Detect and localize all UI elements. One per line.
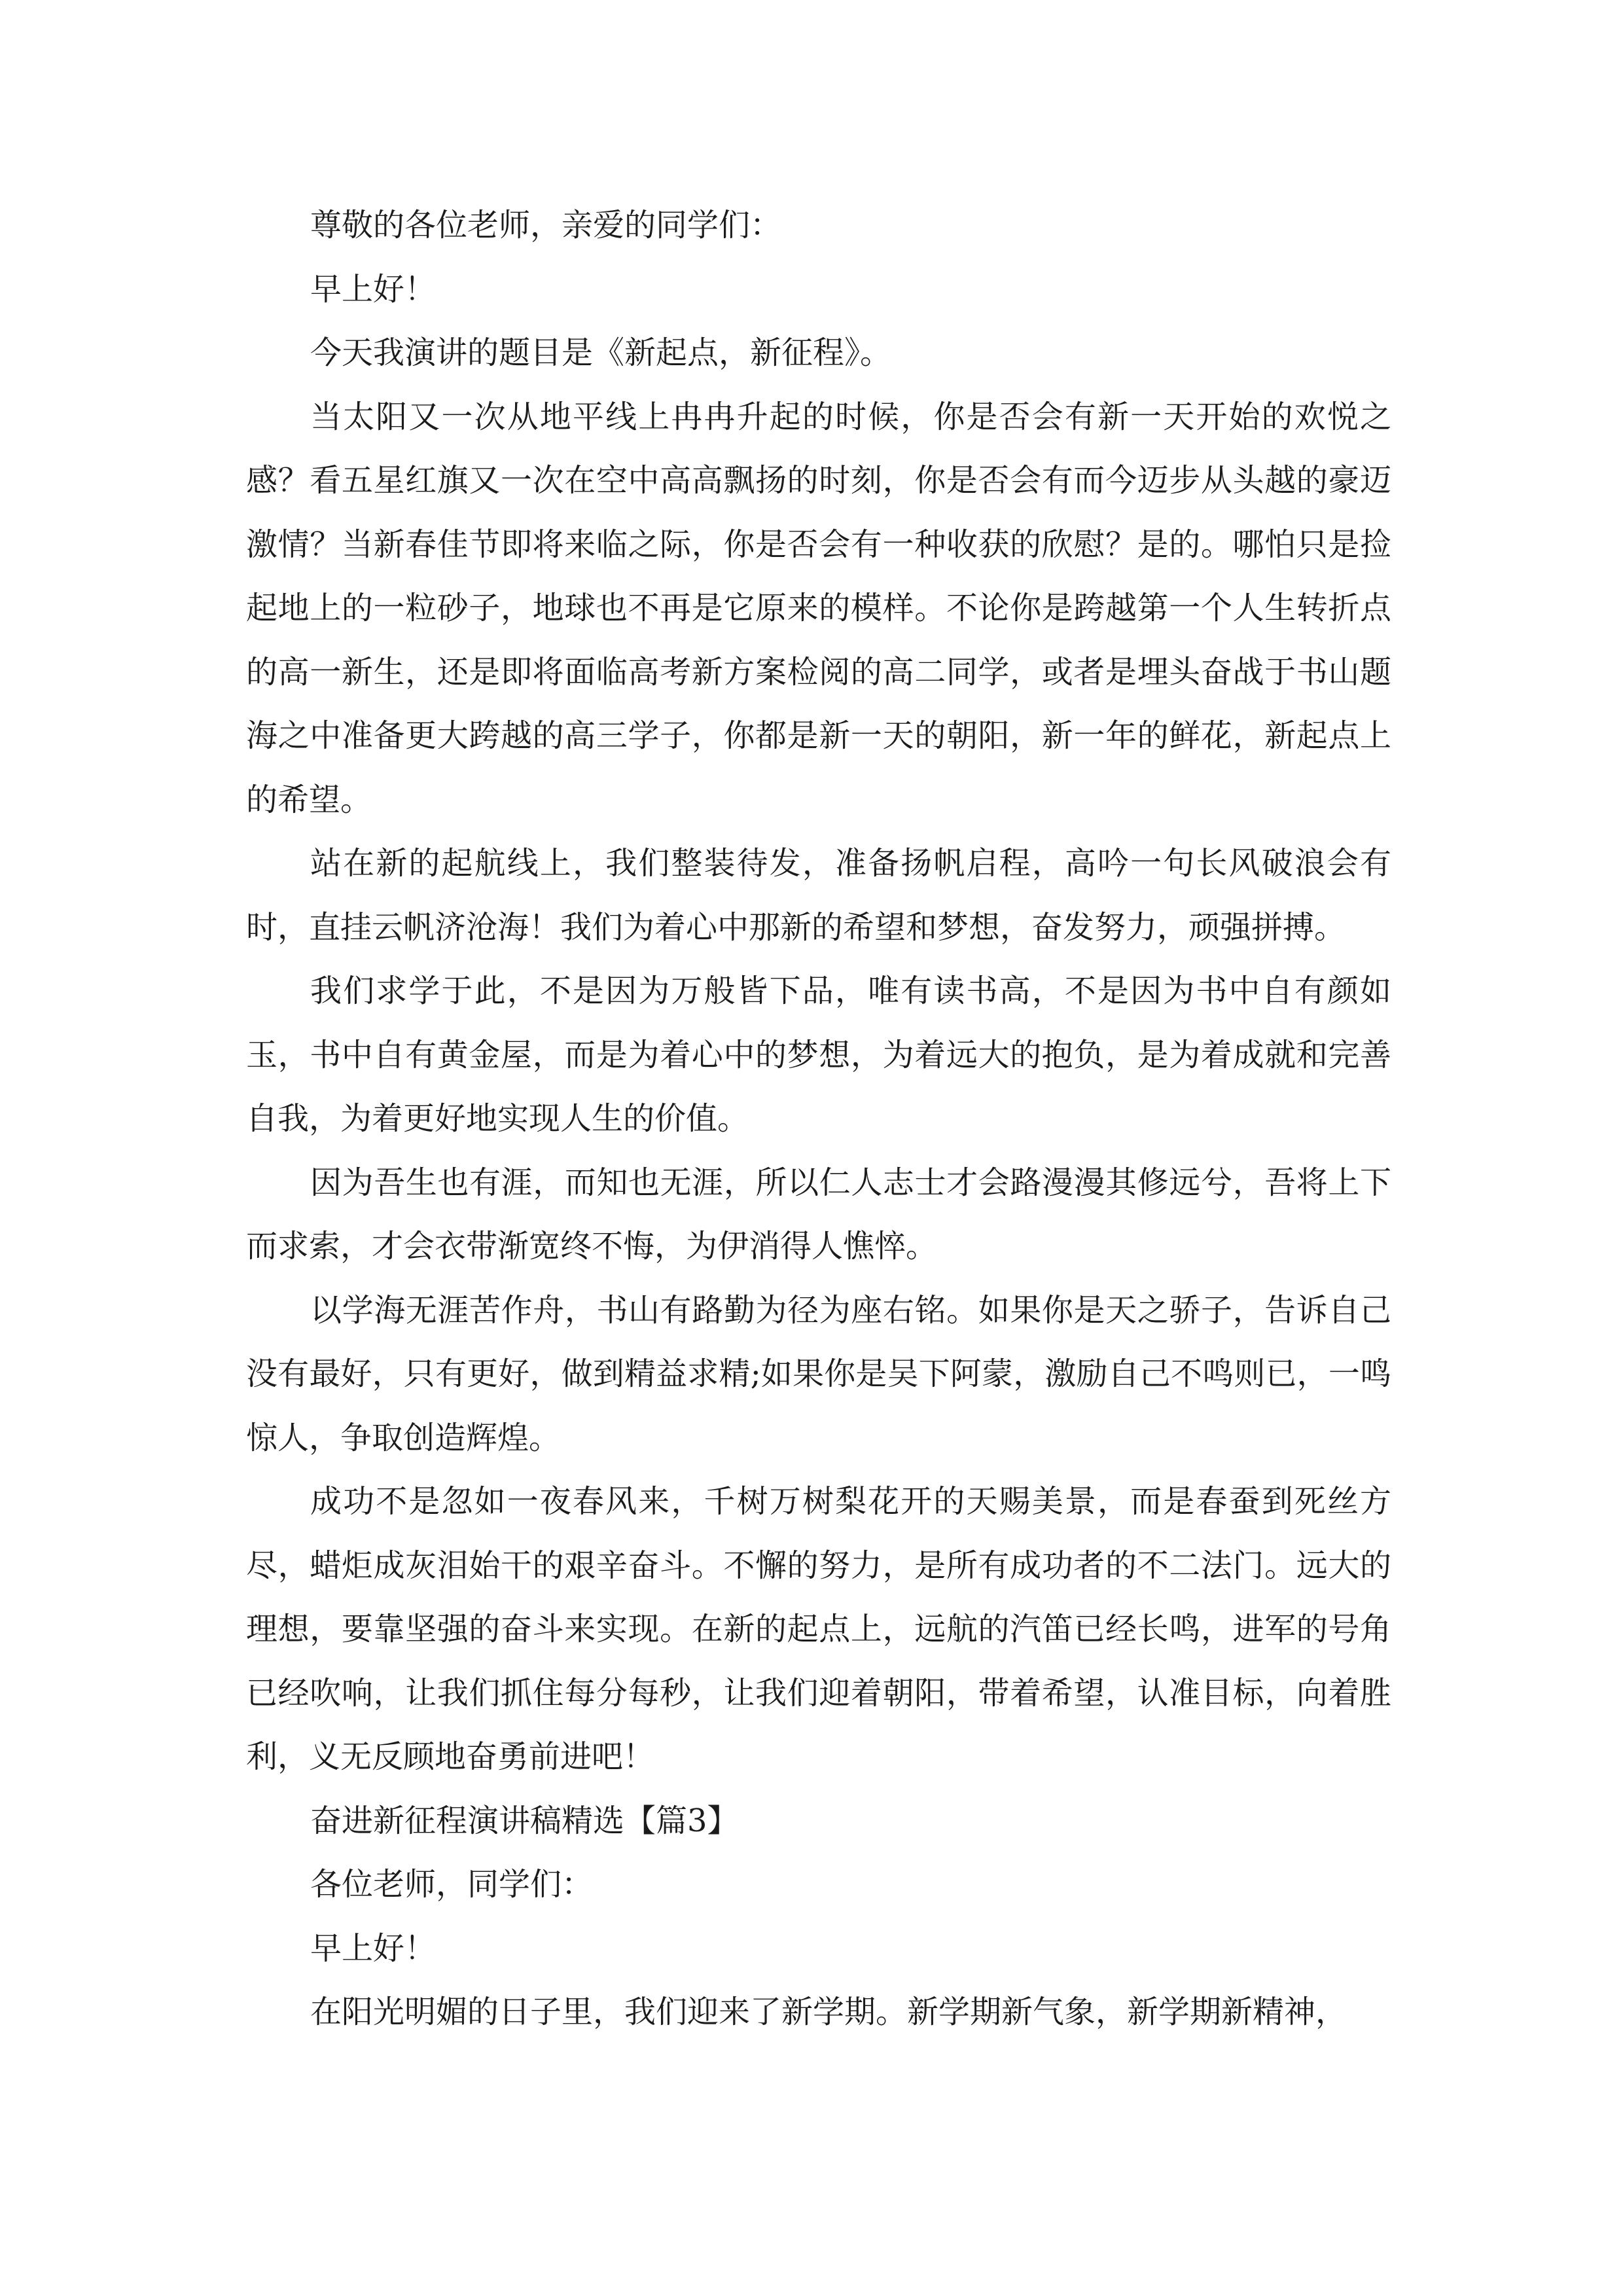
body-paragraph: 站在新的起航线上，我们整装待发，准备扬帆启程，高吟一句长风破浪会有时，直挂云帆济沧海！我们为着心中那新的希望和梦想，奋发努力，顽强拼搏。 [246,845,1391,946]
salutation: 各位老师，同学们： [310,1866,594,1903]
salutation: 尊敬的各位老师，亲爱的同学们： [310,207,782,243]
greeting: 早上好！ [310,1929,437,1967]
body-paragraph: 成功不是忽如一夜春风来，千树万树梨花开的天赐美景，而是春蚕到死丝方尽，蜡炬成灰泪始干的艰辛奋斗。不懈的努力，是所有成功者的不二法门。远大的理想，要靠坚强的奋斗来实现。在新的起点上，远航的汽笛已经长鸣，进军的号角已经吹响，让我们抓住每分每秒，让我们迎着朝阳，带着希望，认准目标，向着胜利，义无反顾地奋勇前进吧！ [246,1483,1391,1775]
body-paragraph: 以学海无涯苦作舟，书山有路勤为径为座右铭。如果你是天之骄子，告诉自己没有最好，只有更好，做到精益求精;如果你是吴下阿蒙，激励自己不鸣则已，一鸣惊人，争取创造辉煌。 [246,1291,1391,1456]
body-paragraph: 因为吾生也有涯，而知也无涯，所以仁人志士才会路漫漫其修远兮，吾将上下而求索，才会衣带渐宽终不悔，为伊消得人憔悴。 [246,1164,1391,1265]
body-paragraph: 在阳光明媚的日子里，我们迎来了新学期。新学期新气象，新学期新精神， [310,1994,1347,2030]
body-paragraph: 当太阳又一次从地平线上冉冉升起的时候，你是否会有新一天开始的欢悦之感？看五星红旗又一次在空中高高飘扬的时刻，你是否会有而今迈步从头越的豪迈激情？当新春佳节即将来临之际，你是否会有一种收获的欣慰？是的。哪怕只是捡起地上的一粒砂子，地球也不再是它原来的模样。不论你是跨越第一个人生转折点的高一新生，还是即将面临高考新方案检阅的高二同学，或者是埋头奋战于书山题海之中准备更大跨越的高三学子，你都是新一天的朝阳，新一年的鲜花，新起点上的希望。 [246,398,1391,818]
body-paragraph: 我们求学于此，不是因为万般皆下品，唯有读书高，不是因为书中自有颜如玉，书中自有黄金屋，而是为着心中的梦想，为着远大的抱负，是为着成就和完善自我，为着更好地实现人生的价值。 [246,973,1391,1137]
speech-topic: 今天我演讲的题目是《新起点，新征程》。 [310,334,892,371]
document-body [246,194,1391,2045]
greeting: 早上好！ [310,270,437,308]
section-heading: 奋进新征程演讲稿精选【篇3】 [310,1802,739,1839]
